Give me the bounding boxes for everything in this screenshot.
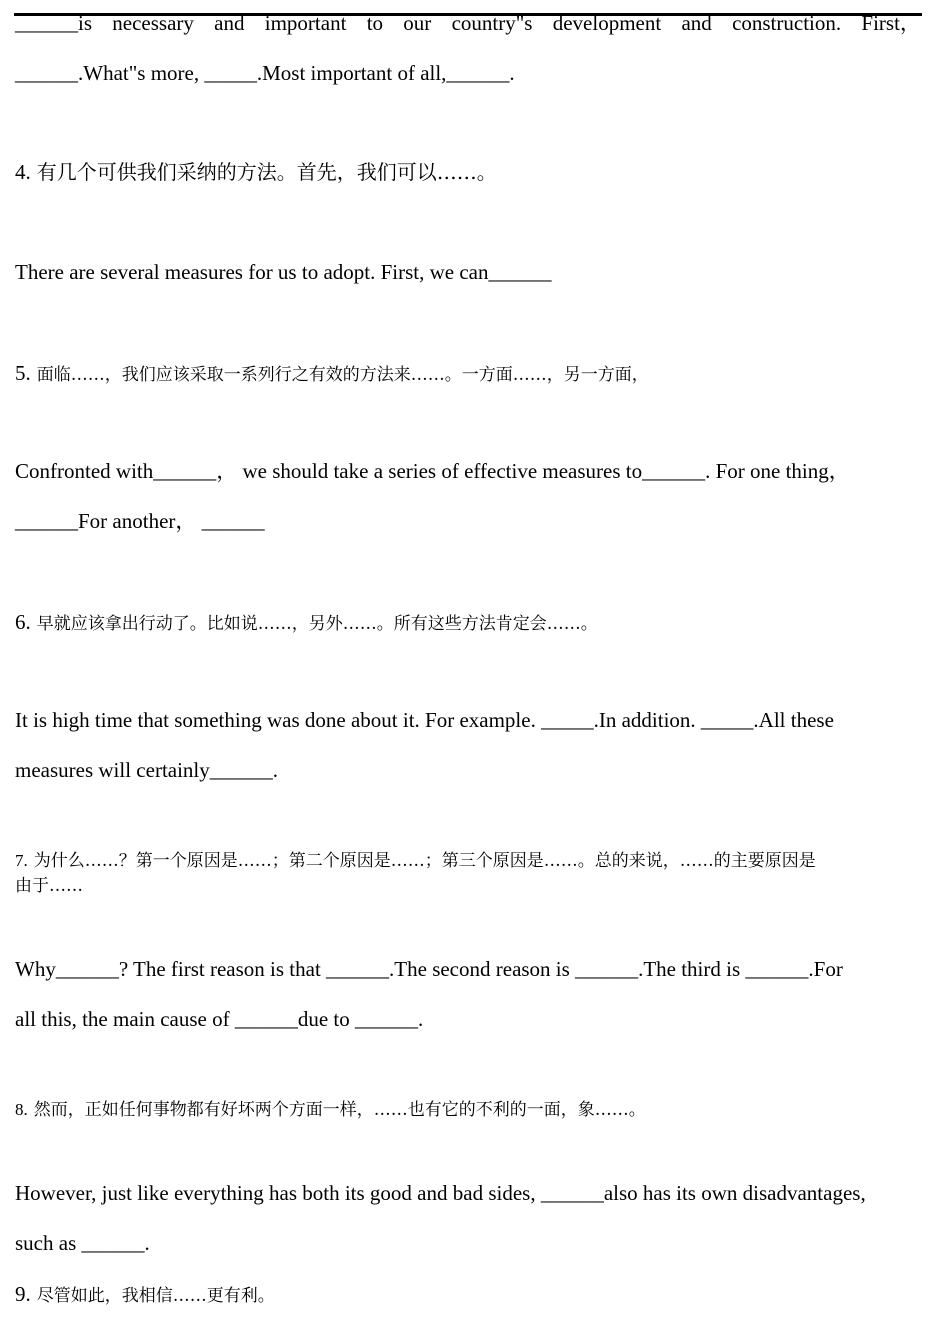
- item-5-english-line-1: Confronted with______， we should take a series of effective measures to______. For one thing，: [15, 459, 850, 483]
- word: our: [403, 11, 432, 35]
- item-number: 9.: [15, 1282, 31, 1306]
- chinese-text: 为什么……？第一个原因是……；第二个原因是……；第三个原因是……。总的来说，……的主要原因是: [33, 851, 816, 871]
- sentence-continuation: ______.What"s more, _____.Most important of all,______.: [15, 61, 515, 85]
- chinese-text: 有几个可供我们采纳的方法。首先，我们可以……。: [36, 160, 497, 184]
- item-8-english-line-2: such as ______.: [15, 1231, 150, 1255]
- item-number: 5.: [15, 361, 31, 385]
- word: important: [264, 11, 347, 35]
- item-6-english-line-1: It is high time that something was done about it. For example. _____.In addition. _____.All these: [15, 708, 834, 732]
- chinese-text: 面临……，我们应该采取一系列行之有效的方法来……。一方面……，另一方面，: [36, 365, 649, 385]
- chinese-text: 由于……: [15, 876, 83, 896]
- item-8-english-line-1: However, just like everything has both its good and bad sides, ______also has its own disadvantages,: [15, 1181, 866, 1205]
- word: to: [366, 11, 384, 35]
- item-7-english-line-1: Why______? The first reason is that ______.The second reason is ______.The third is ______.For: [15, 957, 843, 981]
- word: construction.: [732, 11, 842, 35]
- item-number: 7.: [15, 851, 28, 870]
- chinese-text: 早就应该拿出行动了。比如说……，另外……。所有这些方法肯定会……。: [36, 614, 598, 634]
- word: and: [214, 11, 245, 35]
- chinese-text: 尽管如此，我相信……更有利。: [36, 1286, 275, 1306]
- item-5-english-line-2: ______For another， ______: [15, 509, 265, 533]
- word: First，: [861, 11, 921, 35]
- item-7-english-line-2: all this, the main cause of ______due to ______.: [15, 1007, 424, 1031]
- item-8-chinese: [15, 1096, 646, 1122]
- word: ______is: [15, 11, 93, 35]
- item-number: 8.: [15, 1100, 28, 1119]
- item-5-chinese: [15, 361, 649, 387]
- item-7-chinese-line-1: [15, 847, 816, 873]
- item-9-chinese: [15, 1282, 275, 1308]
- item-4-chinese: [15, 160, 497, 184]
- word: development: [552, 11, 662, 35]
- item-6-english-line-2: measures will certainly______.: [15, 758, 279, 782]
- word: and: [681, 11, 712, 35]
- item-6-chinese: [15, 610, 598, 636]
- word: country"s: [451, 11, 533, 35]
- partial-sentence-line: [15, 11, 921, 35]
- item-4-english: There are several measures for us to adopt. First, we can______: [15, 260, 552, 284]
- chinese-text: 然而，正如任何事物都有好坏两个方面一样，……也有它的不利的一面，象……。: [33, 1100, 646, 1120]
- item-number: 6.: [15, 610, 31, 634]
- word: necessary: [112, 11, 194, 35]
- item-7-chinese-line-2: [15, 872, 83, 898]
- item-number: 4.: [15, 160, 31, 184]
